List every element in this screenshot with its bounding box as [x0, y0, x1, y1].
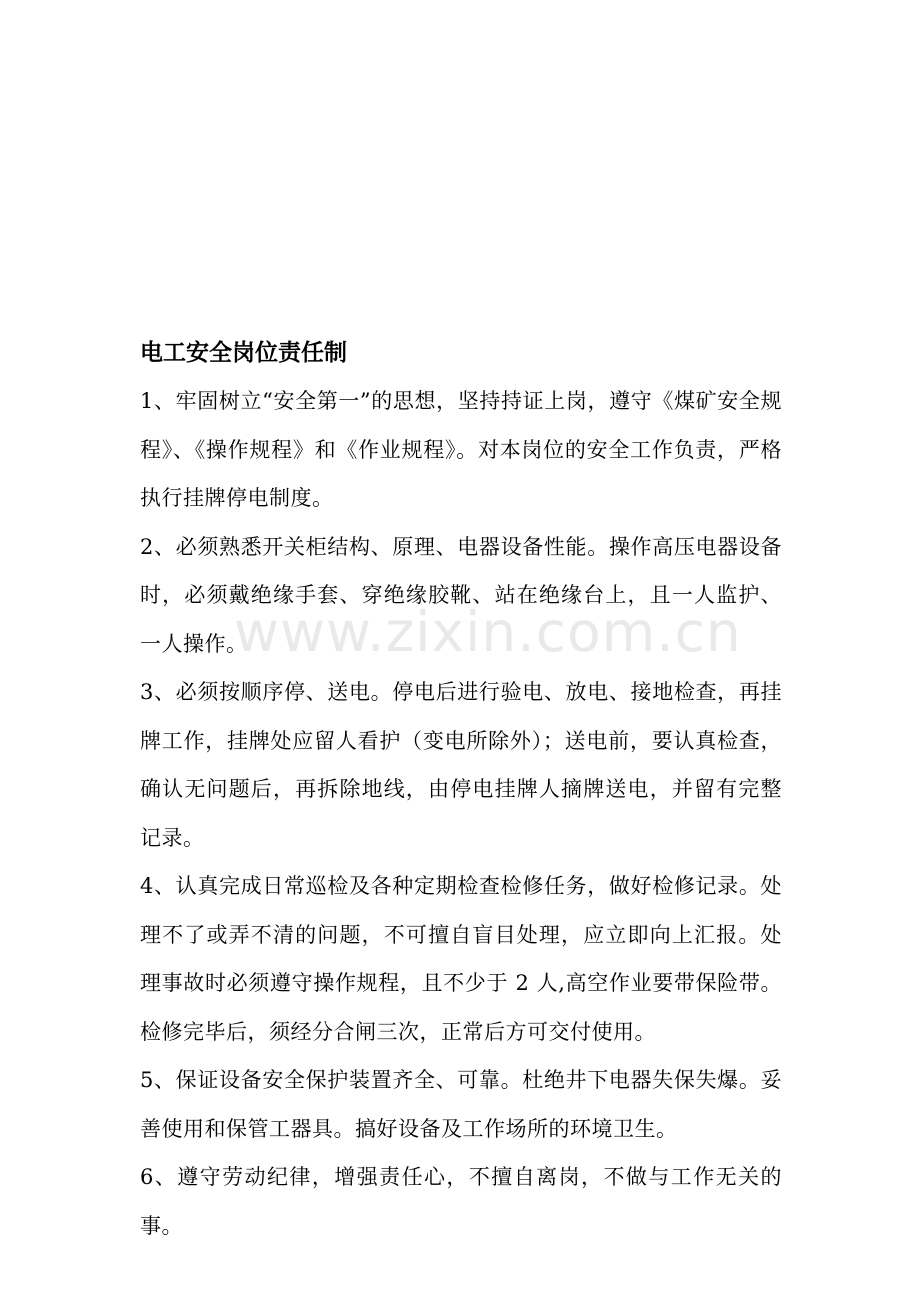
paragraph-1: 1、牢固树立“安全第一”的思想，坚持持证上岗，遵守《煤矿安全规程》、《操作规程》和《作业规程》。对本岗位的安全工作负责，严格执行挂牌停电制度。 [140, 389, 782, 510]
paragraph-6: 6、遵守劳动纪律，增强责任心，不擅自离岗，不做与工作无关的事。 [140, 1165, 782, 1238]
paragraph-5: 5、保证设备安全保护装置齐全、可靠。杜绝井下电器失保失爆。妥善使用和保管工器具。搞好设备及工作场所的环境卫生。 [140, 1068, 782, 1141]
watermark: www.zixin.com.cn [234, 600, 742, 664]
paragraph-3: 3、必须按顺序停、送电。停电后进行验电、放电、接地检查，再挂牌工作，挂牌处应留人看护（变电所除外）；送电前，要认真检查，确认无问题后，再拆除地线，由停电挂牌人摘牌送电，并留有完整记录。 [140, 680, 782, 850]
paragraph-4: 4、认真完成日常巡检及各种定期检查检修任务，做好检修记录。处理不了或弄不清的问题，不可擅自盲目处理，应立即向上汇报。处理事故时必须遵守操作规程，且不少于 2 人,高空作业要带保险带。检修完毕后，须经分合闸三次，正常后方可交付使用。 [140, 874, 782, 1044]
paragraph-2: 2、必须熟悉开关柜结构、原理、电器设备性能。操作高压电器设备时，必须戴绝缘手套、穿绝缘胶靴、站在绝缘台上，且一人监护、一人操作。 [140, 534, 782, 656]
document-body [140, 377, 782, 1250]
document-title: 电工安全岗位责任制 [140, 340, 347, 366]
